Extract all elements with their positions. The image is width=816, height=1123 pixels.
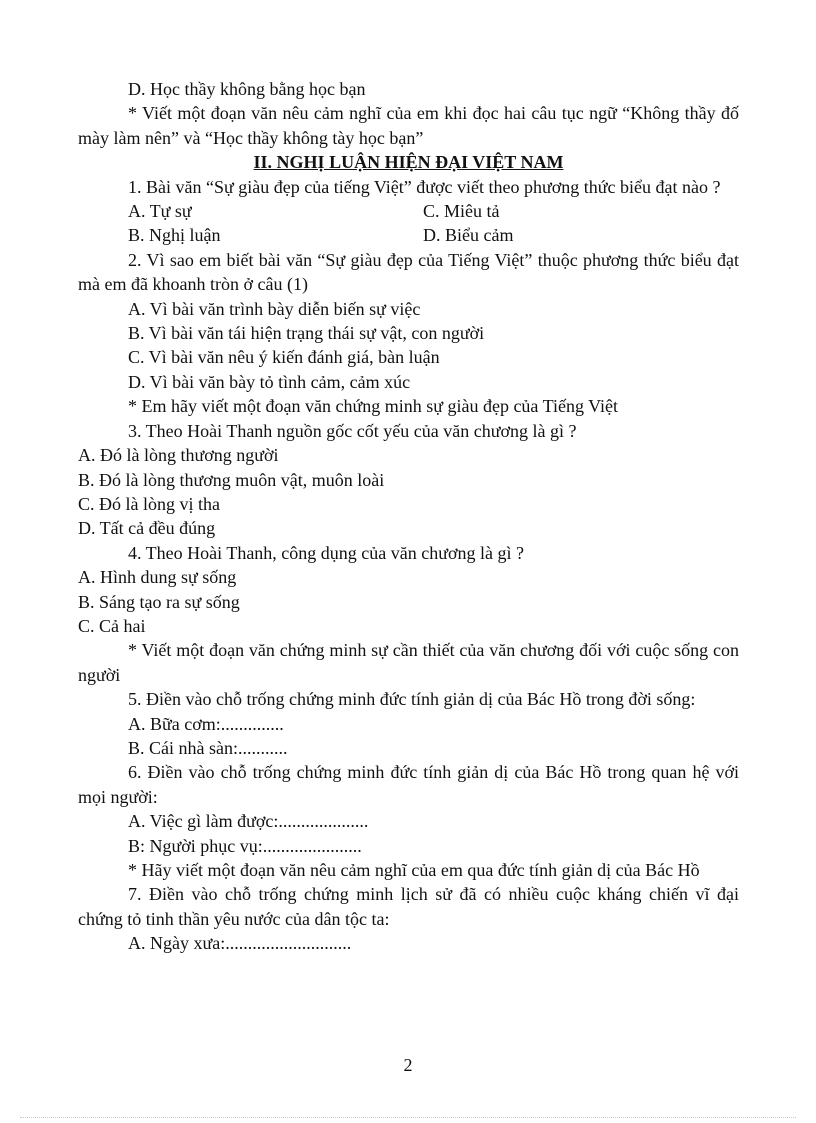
- option-a: A. Hình dung sự sống: [78, 567, 237, 588]
- question-5: 5. Điền vào chỗ trống chứng minh đức tính giản dị của Bác Hồ trong đời sống:: [128, 689, 696, 710]
- option-a: A. Tự sự: [128, 201, 192, 222]
- option-b: B. Vì bài văn tái hiện trạng thái sự vật, con người: [128, 323, 485, 344]
- option-d: D. Biểu cảm: [423, 225, 514, 246]
- option-d: D. Tất cả đều đúng: [78, 518, 216, 539]
- fill-in-line: A. Việc gì làm được:....................: [128, 811, 369, 832]
- option-b: B. Nghị luận: [128, 225, 221, 246]
- fill-in-line: A. Ngày xưa:............................: [128, 933, 352, 954]
- question-7: 7. Điền vào chỗ trống chứng minh lịch sử đã có nhiều cuộc kháng chiến vĩ đại chứng tỏ tinh thần yêu nước của dân tộc ta:: [78, 884, 739, 929]
- option-b: B. Đó là lòng thương muôn vật, muôn loài: [78, 469, 385, 490]
- option-c: C. Miêu tả: [423, 201, 500, 222]
- page-number: 2: [403, 1055, 413, 1075]
- option-a: A. Đó là lòng thương người: [78, 445, 279, 466]
- option-b: B. Sáng tạo ra sự sống: [78, 591, 240, 612]
- option-a: A. Vì bài văn trình bày diễn biến sự việc: [128, 298, 421, 319]
- fill-in-line: B. Cái nhà sàn:...........: [128, 737, 288, 758]
- option-c: C. Đó là lòng vị tha: [78, 493, 220, 514]
- option-line: D. Học thầy không bằng học bạn: [128, 79, 366, 99]
- section-title: II. NGHỊ LUẬN HIỆN ĐẠI VIỆT NAM: [253, 152, 564, 173]
- question-3: 3. Theo Hoài Thanh nguồn gốc cốt yếu của văn chương là gì ?: [128, 420, 577, 441]
- writing-task: * Viết một đoạn văn nêu cảm nghĩ của em khi đọc hai câu tục ngữ “Không thầy đố mày làm nên” và “Học thầy không tày học bạn”: [78, 103, 739, 148]
- fill-in-line: A. Bữa cơm:..............: [128, 713, 284, 734]
- option-row: [78, 199, 739, 223]
- question-2: 2. Vì sao em biết bài văn “Sự giàu đẹp của Tiếng Việt” thuộc phương thức biểu đạt mà em đã khoanh tròn ở câu (1): [78, 249, 739, 295]
- writing-task: * Viết một đoạn văn chứng minh sự cần thiết của văn chương đối với cuộc sống con người: [78, 640, 739, 685]
- question-1: 1. Bài văn “Sự giàu đẹp của tiếng Việt” được viết theo phương thức biểu đạt nào ?: [128, 176, 721, 197]
- option-c: C. Vì bài văn nêu ý kiến đánh giá, bàn luận: [128, 347, 440, 368]
- writing-task: * Hãy viết một đoạn văn nêu cảm nghĩ của em qua đức tính giản dị của Bác Hồ: [128, 860, 700, 880]
- option-d: D. Vì bài văn bày tỏ tình cảm, cảm xúc: [128, 371, 411, 392]
- option-row: [78, 223, 739, 247]
- page-content: [78, 77, 739, 956]
- fill-in-line: B: Người phục vụ:......................: [128, 835, 362, 856]
- question-6: 6. Điền vào chỗ trống chứng minh đức tính giản dị của Bác Hồ trong quan hệ với mọi người:: [78, 762, 739, 807]
- writing-task: * Em hãy viết một đoạn văn chứng minh sự giàu đẹp của Tiếng Việt: [128, 396, 619, 417]
- question-4: 4. Theo Hoài Thanh, công dụng của văn chương là gì ?: [128, 542, 525, 563]
- page-footer-divider: [20, 1117, 796, 1118]
- option-c: C. Cả hai: [78, 615, 146, 636]
